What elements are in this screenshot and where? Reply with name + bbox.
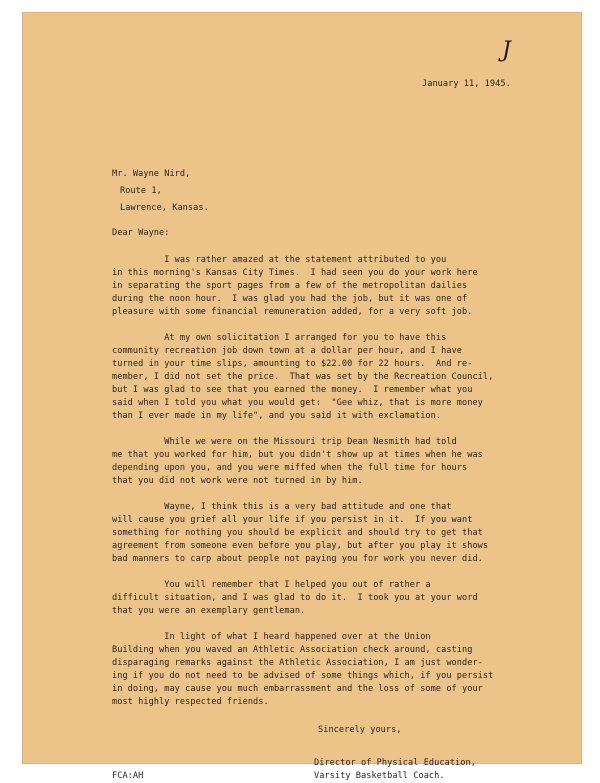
text-line: me that you worked for him, but you didn't show up at times when he was bbox=[112, 450, 483, 460]
recipient-route: Route 1, bbox=[120, 186, 162, 196]
text-line: depending upon you, and you were miffed when the full time for hours bbox=[112, 463, 468, 473]
text-line: in doing, may cause you much embarrassment and the loss of some of your bbox=[112, 684, 483, 694]
text-line: pleasure with some financial remuneration added, for a very soft job. bbox=[112, 307, 473, 317]
check-mark: J bbox=[502, 38, 511, 63]
text-line: At my own solicitation I arranged for you to have this bbox=[112, 333, 447, 343]
salutation: Dear Wayne: bbox=[112, 228, 170, 238]
text-line: that you were an exemplary gentleman. bbox=[112, 606, 306, 616]
text-line: community recreation job down town at a dollar per hour, and I have bbox=[112, 346, 462, 356]
recipient-name: Mr. Wayne Nird, bbox=[112, 169, 191, 179]
text-line: that you did not work were not turned in by him. bbox=[112, 476, 363, 486]
text-line: will cause you grief all your life if you persist in it. If you want bbox=[112, 515, 473, 525]
text-line: disparaging remarks against the Athletic Association, I am just wonder- bbox=[112, 658, 483, 668]
text-line: In light of what I heard happened over at the Union bbox=[112, 632, 431, 642]
text-line: I was rather amazed at the statement attributed to you bbox=[112, 255, 447, 265]
text-line: ing if you do not need to be advised of some things which, if you persist bbox=[112, 671, 494, 681]
text-line: most highly respected friends. bbox=[112, 697, 269, 707]
text-line: Building when you waved an Athletic Association check around, casting bbox=[112, 645, 473, 655]
signature-title-2: Varsity Basketball Coach. bbox=[314, 771, 445, 781]
text-line: You will remember that I helped you out of rather a bbox=[112, 580, 431, 590]
text-line: Wayne, I think this is a very bad attitude and one that bbox=[112, 502, 452, 512]
text-line: in separating the sport pages from a few of the metropolitan dailies bbox=[112, 281, 468, 291]
text-line: bad manners to carp about people not paying you for work you never did. bbox=[112, 554, 483, 564]
text-line: but I was glad to see that you earned the money. I remember what you bbox=[112, 385, 473, 395]
text-line: something for nothing you should be explicit and should try to get that bbox=[112, 528, 483, 538]
text-line: than I ever made in my life", and you said it with exclamation. bbox=[112, 411, 442, 421]
text-line: in this morning's Kansas City Times. I had seen you do your work here bbox=[112, 268, 478, 278]
recipient-city: Lawrence, Kansas. bbox=[120, 203, 209, 213]
text-line: during the noon hour. I was glad you had the job, but it was one of bbox=[112, 294, 468, 304]
text-line: While we were on the Missouri trip Dean Nesmith had told bbox=[112, 437, 457, 447]
text-line: difficult situation, and I was glad to do it. I took you at your word bbox=[112, 593, 478, 603]
closing: Sincerely yours, bbox=[318, 725, 402, 735]
letter-date: January 11, 1945. bbox=[422, 79, 511, 89]
text-line: member, I did not set the price. That was set by the Recreation Council, bbox=[112, 372, 494, 382]
signature-title-1: Director of Physical Education, bbox=[314, 758, 476, 768]
text-line: agreement from someone even before you play, but after you play it shows bbox=[112, 541, 489, 551]
letter-page bbox=[22, 12, 582, 781]
text-line: said when I told you what you would get: "Gee whiz, that is more money bbox=[112, 398, 483, 408]
text-line: turned in your time slips, amounting to $22.00 for 22 hours. And re- bbox=[112, 359, 473, 369]
typist-initials: FCA:AH bbox=[112, 771, 144, 781]
